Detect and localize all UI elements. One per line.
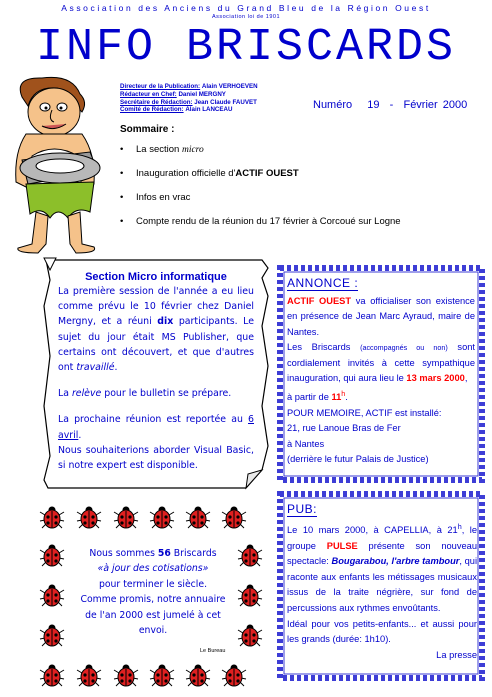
- ladybug-icon: [238, 625, 262, 647]
- summary: [120, 124, 475, 240]
- micro-paragraph: La relève pour le bulletin se prépare.: [58, 388, 232, 400]
- summary-item: • La section micro: [120, 144, 204, 155]
- pub-signature: La presse: [436, 649, 477, 660]
- newsletter-title: INFO BRISCARDS: [35, 22, 457, 73]
- ladybug-icon: [40, 545, 64, 567]
- staff-line: Rédacteur en Chef: Daniel MERGNY: [120, 90, 226, 98]
- association-subtitle: Association loi de 1901: [211, 14, 281, 20]
- ladybug-icon: [222, 665, 246, 687]
- staff-line: Secrétaire de Rédaction: Jean Claude FAUVET: [120, 98, 257, 106]
- summary-item: • Infos en vrac: [120, 192, 191, 203]
- ladybug-icon: [114, 665, 138, 687]
- staff-line: Directeur de la Publication: Alain VERHOEVEN: [120, 83, 258, 90]
- issue-number: 19: [367, 99, 380, 111]
- micro-title: Section Micro informatique: [85, 271, 227, 283]
- micro-section: [58, 270, 254, 484]
- annonce-line: à partir de 11$^h$.: [287, 389, 348, 403]
- ladybug-icon: [77, 507, 101, 529]
- pub-section: [287, 502, 477, 663]
- micro-paragraph: La prochaine réunion est reportée au 6 avril.: [58, 414, 254, 441]
- caveman-illustration: [2, 72, 112, 255]
- issue-separator: -: [389, 99, 394, 111]
- ladybug-icon: [114, 507, 138, 529]
- issue-label: Numéro: [313, 99, 353, 111]
- bullet-icon: •: [120, 192, 124, 203]
- association-name: Association des Anciens du Grand Bleu de la Région Ouest: [61, 3, 431, 13]
- micro-paragraph: Nous souhaiterions aborder Visual Basic, si notre expert est disponible.: [58, 444, 254, 472]
- ladybug-icon: [222, 507, 246, 529]
- pub-text: Idéal pour vos petits-enfants... et aussi pour les grands (durée: 1h10).: [287, 618, 477, 645]
- editorial-staff: [120, 83, 258, 114]
- bullet-icon: •: [120, 144, 124, 155]
- annonce-heading: ANNONCE :: [287, 276, 359, 290]
- annonce-line: POUR MEMOIRE, ACTIF est installé:: [287, 407, 442, 418]
- summary-title: Sommaire :: [120, 124, 175, 135]
- annonce-line: ACTIF OUEST va officialiser son existence en présence de Jean Marc Ayraud, maire de Nantes.: [287, 296, 475, 337]
- ladybug-icon: [238, 585, 262, 607]
- bureau-signature: Le Bureau: [200, 648, 226, 654]
- ladybug-icon: [150, 665, 174, 687]
- issue-date: Février 2000: [403, 99, 468, 111]
- ladybug-icon: [186, 507, 210, 529]
- annonce-line: à Nantes: [287, 438, 325, 449]
- ladybug-icon: [40, 507, 64, 529]
- annonce-line: 21, rue Lanoue Bras de Fer: [287, 423, 401, 434]
- pub-heading: PUB:: [287, 502, 318, 516]
- cotisation-message: Nous sommes 56 Briscards «à jour des cotisations» pour terminer le siècle. Comme promis, notre annuaire de l'an 2000 est jumelé à cet envoi.: [80, 548, 226, 637]
- micro-paragraph: La première session de l'année a eu lieu comme prévu le 10 février chez Daniel Mergny, et a réuni dix participants. Le sujet du jour était MS Publisher, que certains ont découvert, et que d'autres ont travaillé.: [58, 286, 254, 374]
- ladybug-icon: [186, 665, 210, 687]
- ladybug-icon: [40, 665, 64, 687]
- bullet-icon: •: [120, 168, 124, 179]
- staff-line: Comité de Rédaction: Alain LANCEAU: [120, 106, 233, 114]
- summary-item: • Inauguration officielle d'ACTIF OUEST: [120, 168, 299, 179]
- summary-item: • Compte rendu de la réunion du 17 février à Corcoué sur Logne: [120, 216, 401, 227]
- bullet-icon: •: [120, 216, 124, 227]
- ladybug-icon: [238, 545, 262, 567]
- pub-text: Le 10 mars 2000, à CAPELLIA, à 21$^h$, le groupe PULSE présente son nouveau spectacle: Bougarabou, l'arbre tambour, qui raconte aux enfants les métissages musicaux issus de la traite négrière, sur fond de percussions aux rythmes envoûtants.: [287, 522, 478, 614]
- ladybug-icon: [40, 625, 64, 647]
- ladybug-icon: [40, 585, 64, 607]
- issue-info: [313, 99, 467, 111]
- ladybug-icon: [77, 665, 101, 687]
- annonce-section: [287, 276, 475, 468]
- annonce-line: Les Briscards (accompagnés ou non) sont cordialement invités à cette sympathique inauguration, qui aura lieu le 13 mars 2000,: [287, 342, 475, 384]
- annonce-line: (derrière le futur Palais de Justice): [287, 454, 429, 465]
- ladybug-icon: [150, 507, 174, 529]
